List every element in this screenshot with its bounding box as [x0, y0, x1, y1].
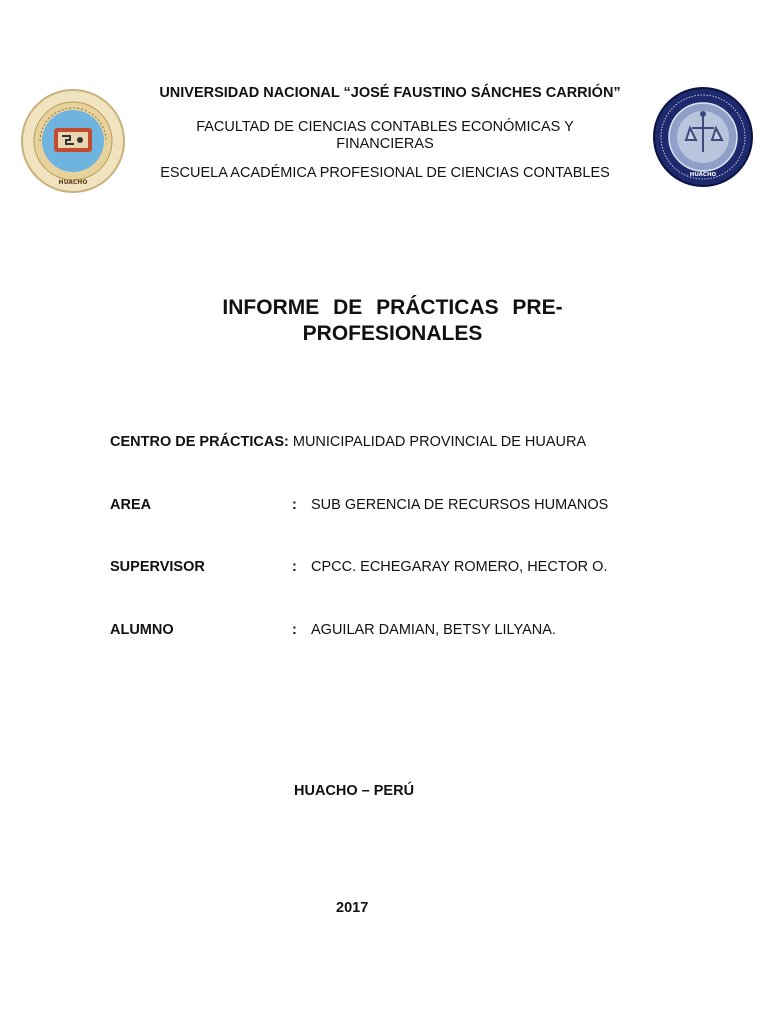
document-year: 2017: [336, 900, 369, 916]
supervisor-label: SUPERVISOR: [110, 559, 205, 575]
university-name: UNIVERSIDAD NACIONAL “JOSÉ FAUSTINO SÁNCHES CARRIÓN”: [159, 85, 621, 101]
alumno-value: AGUILAR DAMIAN, BETSY LILYANA.: [311, 622, 556, 638]
area-row: [0, 497, 768, 517]
centro-value: MUNICIPALIDAD PROVINCIAL DE HUAURA: [292, 434, 587, 450]
report-title-line2: PROFESIONALES: [302, 322, 483, 345]
report-title-line1: INFORME DE PRÁCTICAS PRE-: [222, 296, 563, 319]
alumno-colon: :: [292, 622, 297, 638]
faculty-name: FACULTAD DE CIENCIAS CONTABLES ECONÓMICAS Y FINANCIERAS: [196, 119, 574, 152]
alumno-row: [0, 622, 768, 642]
area-label: AREA: [110, 497, 152, 513]
city-location: HUACHO – PERÚ: [294, 783, 415, 799]
supervisor-row: [0, 559, 768, 579]
area-colon: :: [292, 497, 297, 513]
supervisor-value: CPCC. ECHEGARAY ROMERO, HECTOR O.: [311, 559, 608, 575]
seal-bottom-text: HUACHO: [58, 179, 88, 186]
supervisor-colon: :: [292, 559, 297, 575]
centro-label: CENTRO DE PRÁCTICAS:: [110, 434, 289, 450]
faculty-seal-bottom-text: HUACHO: [689, 172, 717, 178]
area-value: SUB GERENCIA DE RECURSOS HUMANOS: [311, 497, 609, 513]
report-title: [150, 295, 635, 347]
alumno-label: ALUMNO: [110, 622, 174, 638]
school-name: ESCUELA ACADÉMICA PROFESIONAL DE CIENCIAS CONTABLES: [160, 165, 610, 181]
centro-row: [110, 434, 586, 450]
